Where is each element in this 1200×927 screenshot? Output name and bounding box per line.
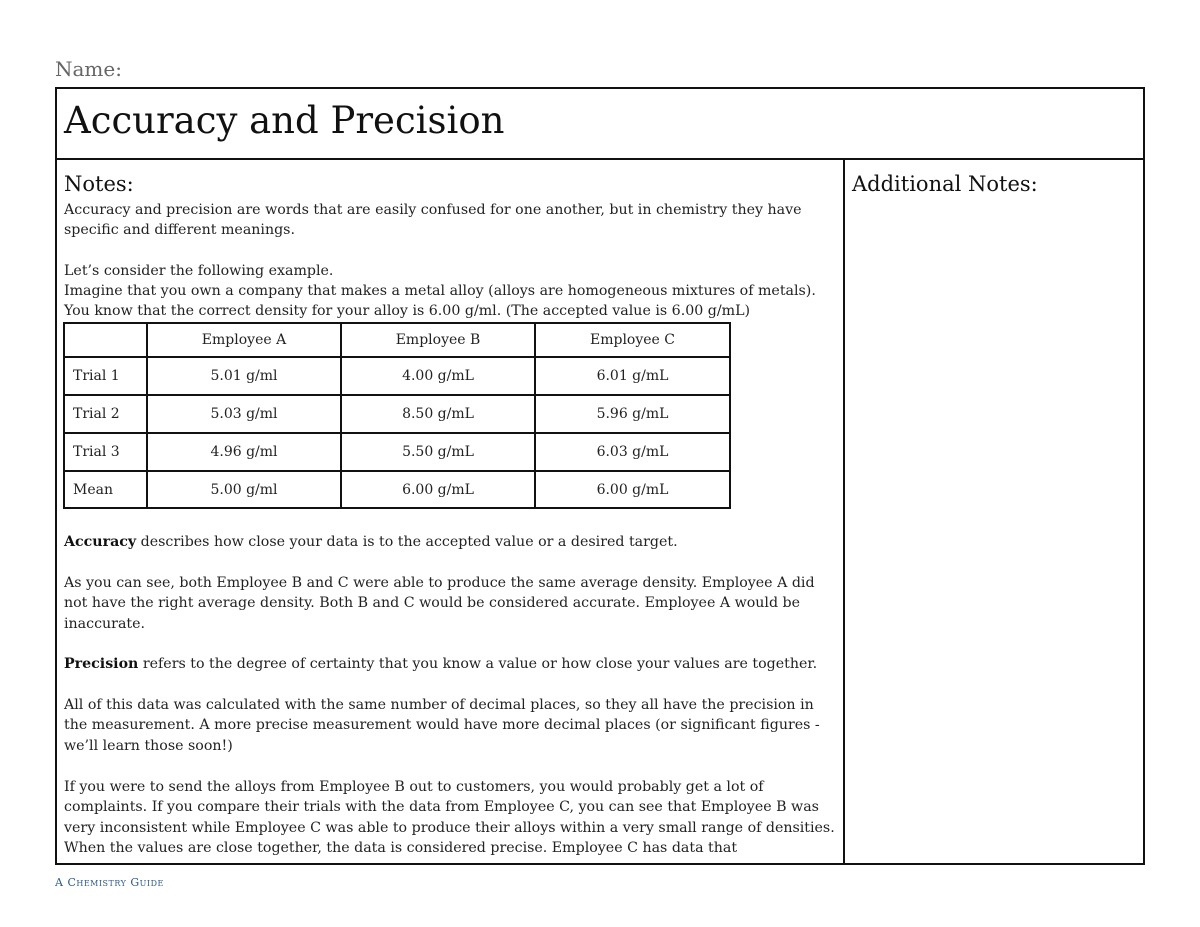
- table-cell: 5.50 g/mL: [341, 433, 535, 471]
- table-cell: 5.03 g/ml: [147, 395, 341, 433]
- table-cell: 6.00 g/mL: [341, 471, 535, 508]
- additional-notes-heading: Additional Notes:: [852, 172, 1038, 196]
- example-setup: Imagine that you own a company that makes a metal alloy (alloys are homogeneous mixtures of metals).: [64, 283, 816, 299]
- page-title: Accuracy and Precision: [64, 99, 505, 142]
- accuracy-definition: [64, 532, 839, 552]
- table-header-cell: Employee B: [341, 323, 535, 357]
- table-cell: 6.00 g/mL: [535, 471, 730, 508]
- worksheet-frame: [55, 87, 1145, 865]
- table-cell: 4.96 g/ml: [147, 433, 341, 471]
- notes-heading: Notes:: [64, 172, 134, 196]
- precision-term: Precision: [64, 656, 139, 672]
- table-cell: Trial 2: [64, 395, 147, 433]
- name-label: Name:: [55, 57, 122, 81]
- table-cell: 4.00 g/mL: [341, 357, 535, 395]
- table-header-cell: Employee A: [147, 323, 341, 357]
- title-bar: [57, 89, 1143, 160]
- table-cell: Trial 1: [64, 357, 147, 395]
- example-intro: Let’s consider the following example.: [64, 263, 334, 279]
- table-cell: 5.00 g/ml: [147, 471, 341, 508]
- table-cell: 6.01 g/mL: [535, 357, 730, 395]
- accuracy-definition-text: describes how close your data is to the accepted value or a desired target.: [136, 534, 678, 550]
- table-row: [64, 357, 730, 395]
- precision-definition: [64, 654, 839, 674]
- accuracy-explanation: As you can see, both Employee B and C were able to produce the same average density. Employee A did not have the right average density. Both B and C would be considered accurate. Employee A would be inaccurate.: [64, 575, 815, 632]
- table-row: [64, 433, 730, 471]
- employee-comparison: If you were to send the alloys from Employee B out to customers, you would probably get a lot of complaints. If you compare their trials with the data from Employee C, you can see that Employee B was very inconsistent while Employee C was able to produce their alloys within a very small range of densities. When the values are close together, the data is considered precise. Employee C has data that: [64, 779, 835, 856]
- accuracy-term: Accuracy: [64, 534, 137, 550]
- precision-explanation: All of this data was calculated with the same number of decimal places, so they all have the precision in the measurement. A more precise measurement would have more decimal places (or significant figures - we’ll learn those soon!): [64, 697, 820, 754]
- table-cell: 5.96 g/mL: [535, 395, 730, 433]
- table-header-cell: [64, 323, 147, 357]
- table-header-row: [64, 323, 730, 357]
- table-cell: 6.03 g/mL: [535, 433, 730, 471]
- table-cell: 5.01 g/ml: [147, 357, 341, 395]
- table-row: [64, 395, 730, 433]
- precision-definition-text: refers to the degree of certainty that you know a value or how close your values are together.: [138, 656, 818, 672]
- table-row: [64, 471, 730, 508]
- table-cell: 8.50 g/mL: [341, 395, 535, 433]
- density-table: [63, 322, 731, 509]
- intro-paragraph: Accuracy and precision are words that are easily confused for one another, but in chemistry they have specific and different meanings.: [64, 202, 802, 239]
- table-header-cell: Employee C: [535, 323, 730, 357]
- footer-brand: A Chemistry Guide: [55, 876, 164, 889]
- table-cell: Trial 3: [64, 433, 147, 471]
- additional-notes-column: [845, 160, 1143, 863]
- notes-column: [57, 160, 845, 863]
- table-cell: Mean: [64, 471, 147, 508]
- example-accepted-value: You know that the correct density for your alloy is 6.00 g/ml. (The accepted value is 6.00 g/mL): [64, 303, 751, 319]
